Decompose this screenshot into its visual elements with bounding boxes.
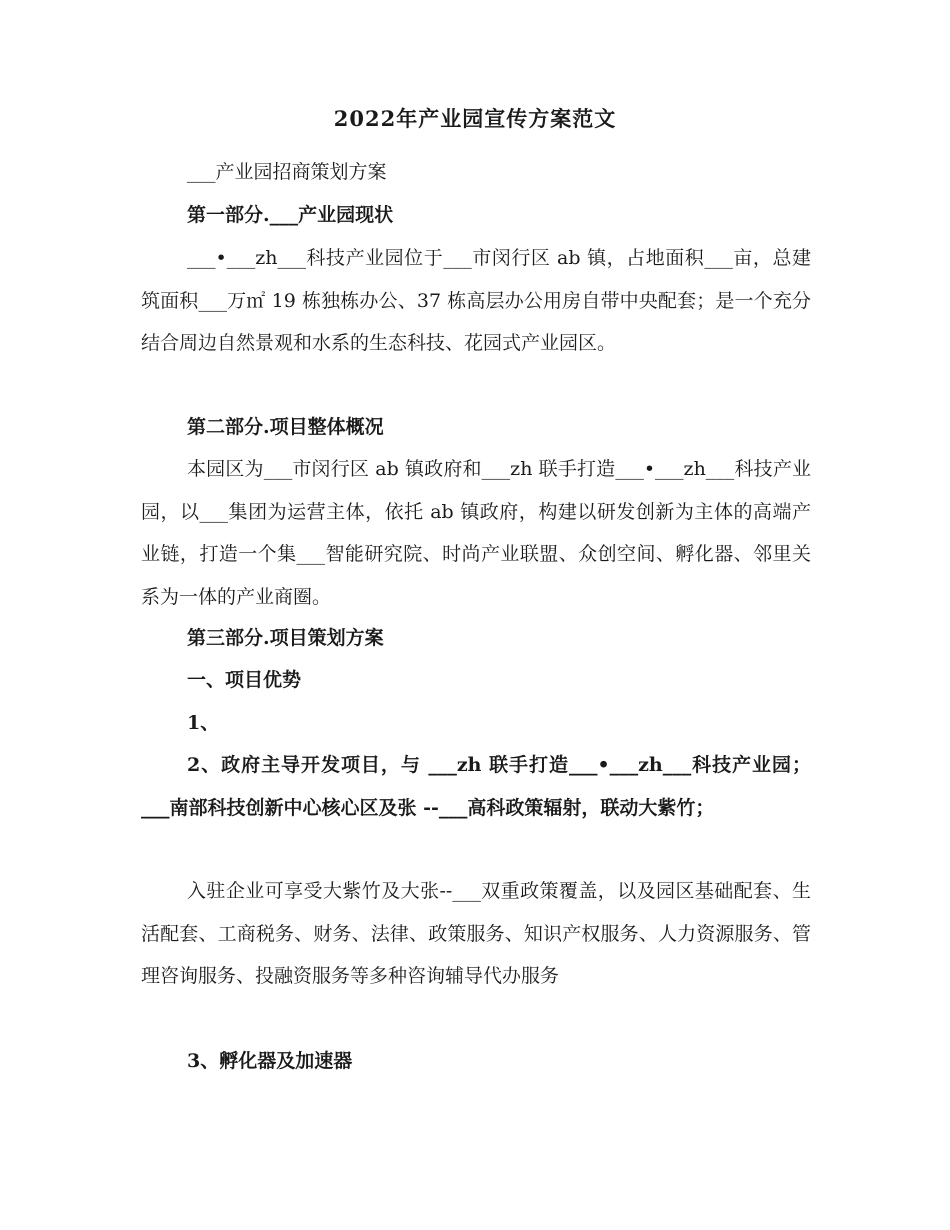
document-subtitle: ___产业园招商策划方案: [187, 161, 387, 183]
section2-heading: 第二部分.项目整体概况: [187, 416, 384, 438]
section1-heading: 第一部分.___产业园现状: [187, 204, 394, 226]
list-item-3: 3、孵化器及加速器: [187, 1050, 353, 1072]
section3-heading: 第三部分.项目策划方案: [187, 627, 384, 649]
list-item-2: 2、政府主导开发项目，与 ___zh 联手打造___•___zh___科技产业园；___南部科技创新中心核心区及张 --___高科政策辐射，联动大紫竹；: [141, 754, 811, 819]
list-item-1: 1、: [187, 712, 220, 734]
advantages-heading: 一、项目优势: [187, 669, 302, 691]
list-item-2-paragraph: 入驻企业可享受大紫竹及大张--___双重政策覆盖，以及园区基础配套、生活配套、工商税务、财务、法律、政策服务、知识产权服务、人力资源服务、管理咨询服务、投融资服务等多种咨询辅导代办服务: [141, 880, 811, 987]
section2-paragraph: 本园区为___市闵行区 ab 镇政府和___zh 联手打造___•___zh___科技产业园，以___集团为运营主体，依托 ab 镇政府，构建以研发创新为主体的高端产业链，打造一个集___智能研究院、时尚产业联盟、众创空间、孵化器、邻里关系为一体的产业商圈。: [141, 458, 811, 608]
section1-paragraph: ___•___zh___科技产业园位于___市闵行区 ab 镇，占地面积___亩，总建筑面积___万㎡ 19 栋独栋办公、37 栋高层办公用房自带中央配套；是一个充分结合周边自然景观和水系的生态科技、花园式产业园区。: [141, 247, 811, 354]
document-title: 2022年产业园宣传方案范文: [333, 106, 617, 131]
